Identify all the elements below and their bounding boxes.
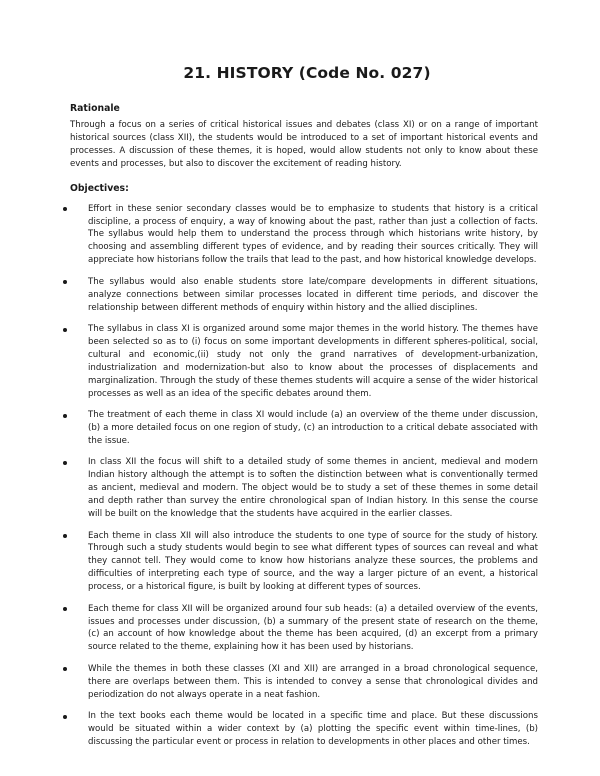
bullet-icon xyxy=(63,461,67,465)
list-item-text: In class XII the focus will shift to a detailed study of some themes in ancient, medieval and modern Indian history although the attempt is to soften the distinction between what is conventionally termed as ancient, medieval and modern. The object would be to study a set of these themes in some detail and depth rather than survey the entire chronological span of Indian history. In this sense the course will be built on the knowledge that the students have acquired in the earlier classes. xyxy=(88,457,538,520)
list-item-text: The syllabus would also enable students store late/compare developments in different situations, analyze connections between similar processes located in different time periods, and discover the relationship between different methods of enquiry within history and the allied disciplines. xyxy=(88,276,538,313)
list-item-text: While the themes in both these classes (XI and XII) are arranged in a broad chronological sequence, there are overlaps between them. This is intended to convey a sense that chronological divides and periodization do not always operate in a neat fashion. xyxy=(88,663,538,700)
bullet-icon xyxy=(63,715,67,719)
bullet-icon xyxy=(63,414,67,418)
list-item xyxy=(70,530,538,595)
list-item-text: The treatment of each theme in class XI would include (a) an overview of the theme under discussion, (b) a more detailed focus on one region of study, (c) an introduction to a critical debate associated with the issue. xyxy=(88,410,538,446)
list-item xyxy=(70,203,538,268)
bullet-icon xyxy=(63,534,67,538)
rationale-heading: Rationale xyxy=(70,103,120,114)
list-item xyxy=(70,456,538,521)
list-item-text: In the text books each theme would be located in a specific time and place. But these discussions would be situated within a wider context by (a) plotting the specific event within time-lines, (b) discussing the particular event or process in relation to developments in other places and other times. xyxy=(88,711,538,747)
list-item xyxy=(70,603,538,655)
list-item-text: Each theme for class XII will be organized around four sub heads: (a) a detailed overview of the events, issues and processes under discussion, (b) a summary of the present state of research on the theme, (c) an account of how knowledge about the theme has been acquired, (d) an excerpt from a primary source related to the theme, explaining how it has been used by historians. xyxy=(88,603,538,653)
bullet-icon xyxy=(63,667,67,671)
bullet-icon xyxy=(63,280,67,284)
bullet-icon xyxy=(63,207,67,211)
bullet-icon xyxy=(63,328,67,332)
objectives-heading: Objectives: xyxy=(70,182,129,194)
rationale-paragraph: Through a focus on a series of critical historical issues and debates (class XI) or on a range of important historical sources (class XII), the students would be introduced to a set of important historical events and processes. A discussion of these themes, it is hoped, would allow students not only to know about these events and processes, but also to discover the excitement of reading history. xyxy=(70,120,538,169)
list-item-text: Each theme in class XII will also introduce the students to one type of source for the study of history. Through such a study students would begin to see what different types of sources can reveal and what they cannot tell. They would come to know how historians analyze these sources, the problems and difficulties of interpreting each type of source, and the way a larger picture of an event, a historical process, or a historical figure, is built by looking at different types of sources. xyxy=(88,530,538,593)
list-item-text: The syllabus in class XI is organized around some major themes in the world history. The themes have been selected so as to (i) focus on some important developments in different spheres-political, social, cultural and economic,(ii) study not only the grand narratives of development-urbanization, industrialization and modernization-but also to know about the processes of displacements and marginalization. Through the study of these themes students will acquire a sense of the wider historical processes as well as an idea of the specific debates around them. xyxy=(88,324,538,399)
bullet-icon xyxy=(63,607,67,611)
page-title: 21. HISTORY (Code No. 027) xyxy=(183,64,431,82)
list-item xyxy=(70,409,538,448)
list-item xyxy=(70,323,538,400)
list-item-text: Effort in these senior secondary classes would be to emphasize to students that history is a critical discipline, a process of enquiry, a way of knowing about the past, rather than just a collection of facts. The syllabus would help them to understand the process through which historians write history, by choosing and assembling different types of evidence, and by reading their sources critically. They will appreciate how historians follow the trails that lead to the past, and how historical knowledge develops. xyxy=(88,203,538,266)
list-item xyxy=(70,276,538,315)
list-item xyxy=(70,710,538,749)
objectives-list xyxy=(70,203,538,749)
list-item xyxy=(70,663,538,702)
